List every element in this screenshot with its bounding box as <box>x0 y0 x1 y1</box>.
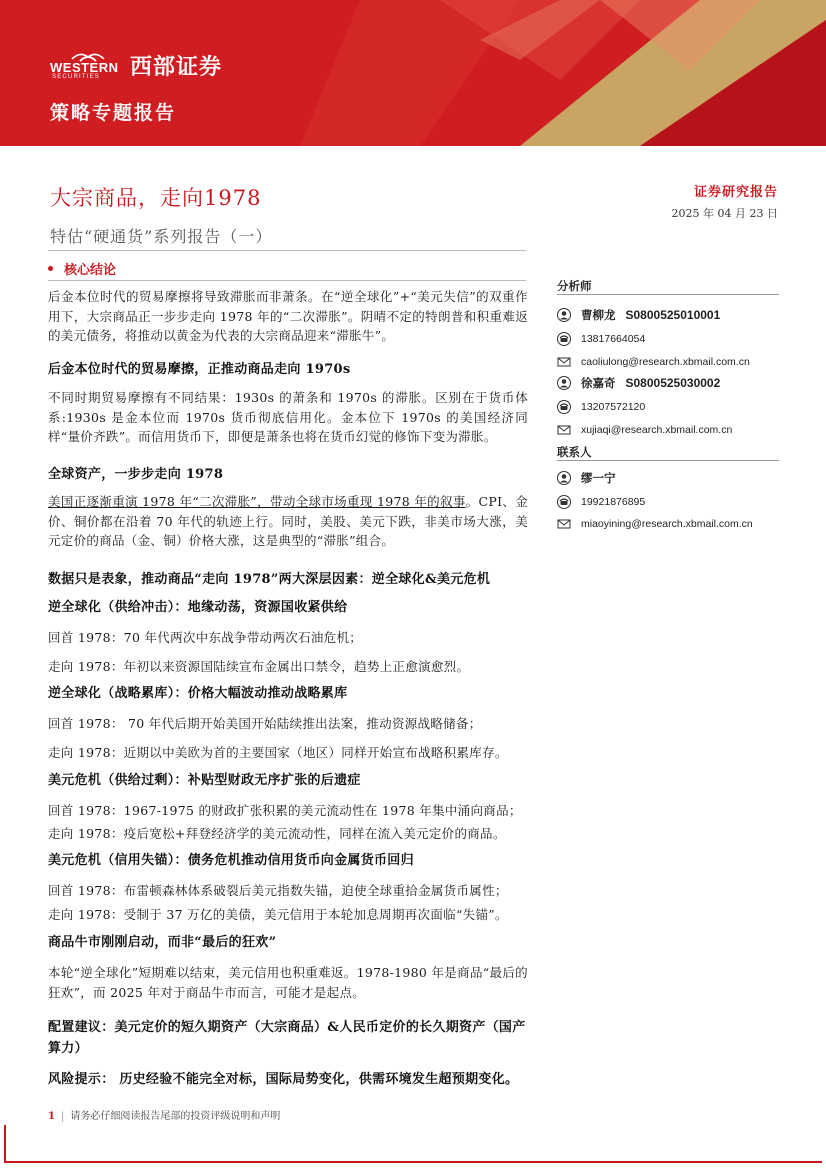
header-banner <box>0 0 826 146</box>
phone-icon <box>557 400 571 414</box>
report-type: 策略专题报告 <box>50 102 177 124</box>
analyst1-phone: 13817664054 <box>581 333 646 345</box>
line-review-2: 回首 1978： 70 年代后期开始美国开始陆续推出法案，推动资源战略储备； <box>48 716 482 731</box>
heading-trade-friction: 后金本位时代的贸易摩擦，正推动商品走向 1970s <box>48 362 351 377</box>
analyst2-name-row <box>557 374 779 392</box>
analyst2-name: 徐嘉奇 <box>581 376 616 390</box>
line-review-1: 回首 1978：70 年代两次中东战争带动两次石油危机； <box>48 630 363 645</box>
analysts-heading <box>557 278 779 294</box>
person-icon <box>557 471 571 485</box>
line-review-4: 回首 1978：布雷顿森林体系破裂后美元指数失锚，迫使全球重拾金属货币属性； <box>48 883 508 898</box>
analysts-divider <box>557 294 779 295</box>
report-title: 大宗商品，走向1978 <box>50 186 262 210</box>
analyst2-code: S0800525030002 <box>625 376 721 390</box>
paragraph-trade-friction: 不同时期贸易摩擦有不同结果：1930s 的萧条和 1970s 的滞胀。区别在于货币体系:1930s 是金本位而 1970s 货币彻底信用化。金本位下 1970s 的美国经济同样“量价齐跌”。而信用货币下，即便是萧条也将在货币幻觉的修饰下变为滞胀。 <box>48 390 528 444</box>
analyst1-email[interactable]: caoliulong@research.xbmail.com.cn <box>581 356 750 368</box>
contact1-phone-row <box>557 493 779 511</box>
title-divider <box>48 250 526 251</box>
contact1-email-row[interactable] <box>557 515 779 533</box>
report-subtitle: 特估“硬通货”系列报告（一） <box>50 227 273 246</box>
analyst1-name-row <box>557 306 779 324</box>
footer-separator: | <box>60 1111 65 1122</box>
email-icon <box>557 355 571 369</box>
analyst1-phone-row <box>557 330 779 348</box>
underlined-text: 美国正逐渐重演 1978 年“二次滞胀”，带动全球市场重现 1978 年的叙事 <box>48 494 466 509</box>
contact-heading <box>557 444 779 460</box>
contact1-email[interactable]: miaoyining@research.xbmail.com.cn <box>581 518 753 530</box>
analyst2-phone-row <box>557 398 779 416</box>
logo-text-en: WESTERN <box>50 59 119 75</box>
analysts-label: 分析师 <box>557 279 592 293</box>
analyst1-code: S0800525010001 <box>625 308 721 322</box>
contact-divider <box>557 460 779 461</box>
heading-credit-anchor: 美元危机（信用失锚）：债务危机推动信用货币向金属货币回归 <box>48 853 414 868</box>
heading-bull-market: 商品牛市刚刚启动，而非“最后的狂欢” <box>48 935 277 950</box>
corner-line-horizontal <box>4 1161 822 1163</box>
paragraph-global-assets <box>48 492 528 551</box>
phone-icon <box>557 495 571 509</box>
logo-text-cn: 西部证券 <box>130 55 223 80</box>
heading-supply-excess: 美元危机（供给过剩）：补贴型财政无序扩张的后遗症 <box>48 773 361 788</box>
heading-allocation: 配置建议：美元定价的短久期资产（大宗商品）&人民币定价的长久期资产（国产算力） <box>48 1020 526 1056</box>
email-icon <box>557 423 571 437</box>
analyst2-phone: 13207572120 <box>581 401 646 413</box>
bullet-dot-icon <box>48 266 53 271</box>
heading-deep-factors: 数据只是表象，推动商品“走向 1978”两大深层因素：逆全球化&美元危机 <box>48 572 491 587</box>
summary-paragraph: 后金本位时代的贸易摩擦将导致滞胀而非萧条。在“逆全球化”+“美元失信”的双重作用下，大宗商品正一步步走向 1978 年的“二次滞胀”。阴晴不定的特朗普和积重难返的美元债务，将推动以黄金为代表的大宗商品迎来“滞胀牛”。 <box>48 289 528 343</box>
heading-risk: 风险提示： 历史经验不能完全对标，国际局势变化，供需环境发生超预期变化。 <box>48 1072 519 1087</box>
footer-disclaimer: 请务必仔细阅读报告尾部的投资评级说明和声明 <box>70 1111 281 1122</box>
report-date: 2025 年 04 月 23 日 <box>671 207 778 220</box>
person-icon <box>557 376 571 390</box>
analyst1-email-row[interactable] <box>557 353 779 371</box>
page-number: 1 <box>48 1111 55 1122</box>
contact1-phone: 19921876895 <box>581 496 646 508</box>
line-toward-2: 走向 1978：近期以中美欧为首的主要国家（地区）同样开始宣布战略积累库存。 <box>48 745 508 760</box>
company-logo <box>50 50 222 81</box>
line-toward-3: 走向 1978：疫后宽松+拜登经济学的美元流动性，同样在流入美元定价的商品。 <box>48 826 506 841</box>
page-footer <box>48 1107 280 1122</box>
heading-strategic-stock: 逆全球化（战略累库）：价格大幅波动推动战略累库 <box>48 686 348 701</box>
heading-supply-shock: 逆全球化（供给冲击）：地缘动荡，资源国收紧供给 <box>48 600 348 615</box>
logo-mark <box>50 53 126 79</box>
line-review-3: 回首 1978：1967-1975 的财政扩张积累的美元流动性在 1978 年集中涌向商品； <box>48 803 522 818</box>
report-label: 证券研究报告 <box>693 185 778 200</box>
email-icon <box>557 517 571 531</box>
analyst2-email[interactable]: xujiaqi@research.xbmail.com.cn <box>581 424 733 436</box>
contact1-name-row <box>557 469 779 487</box>
analyst2-email-row[interactable] <box>557 421 779 439</box>
logo-text-en-sub: SECURITIES <box>52 73 101 80</box>
phone-icon <box>557 332 571 346</box>
person-icon <box>557 308 571 322</box>
analyst1-name: 曹柳龙 <box>581 308 616 322</box>
heading-global-assets: 全球资产，一步步走向 1978 <box>48 467 224 482</box>
paragraph-bull-market: 本轮“逆全球化”短期难以结束，美元信用也积重难返。1978-1980 年是商品“最后的狂欢”，而 2025 年对于商品牛市而言，可能才是起点。 <box>48 965 528 1000</box>
paragraph-text: 。CPI、金价、铜价都在沿着 70 年代的轨迹上行。同时，美股、美元下跌，非美市场大涨，美元定价的商品（金、铜）价格大涨，这是典型的“滞胀”组合。 <box>48 494 528 548</box>
section-heading-text: 核心结论 <box>64 263 117 278</box>
contact1-name: 缪一宁 <box>581 471 616 485</box>
corner-line-vertical <box>4 1125 6 1163</box>
section-heading <box>48 258 526 280</box>
line-toward-1: 走向 1978：年初以来资源国陆续宣布金属出口禁令，趋势上正愈演愈烈。 <box>48 659 470 674</box>
line-toward-4: 走向 1978：受制于 37 万亿的美债，美元信用于本轮加息周期再次面临“失锚”。 <box>48 907 508 922</box>
section-divider <box>48 280 526 281</box>
contact-label: 联系人 <box>557 445 592 459</box>
